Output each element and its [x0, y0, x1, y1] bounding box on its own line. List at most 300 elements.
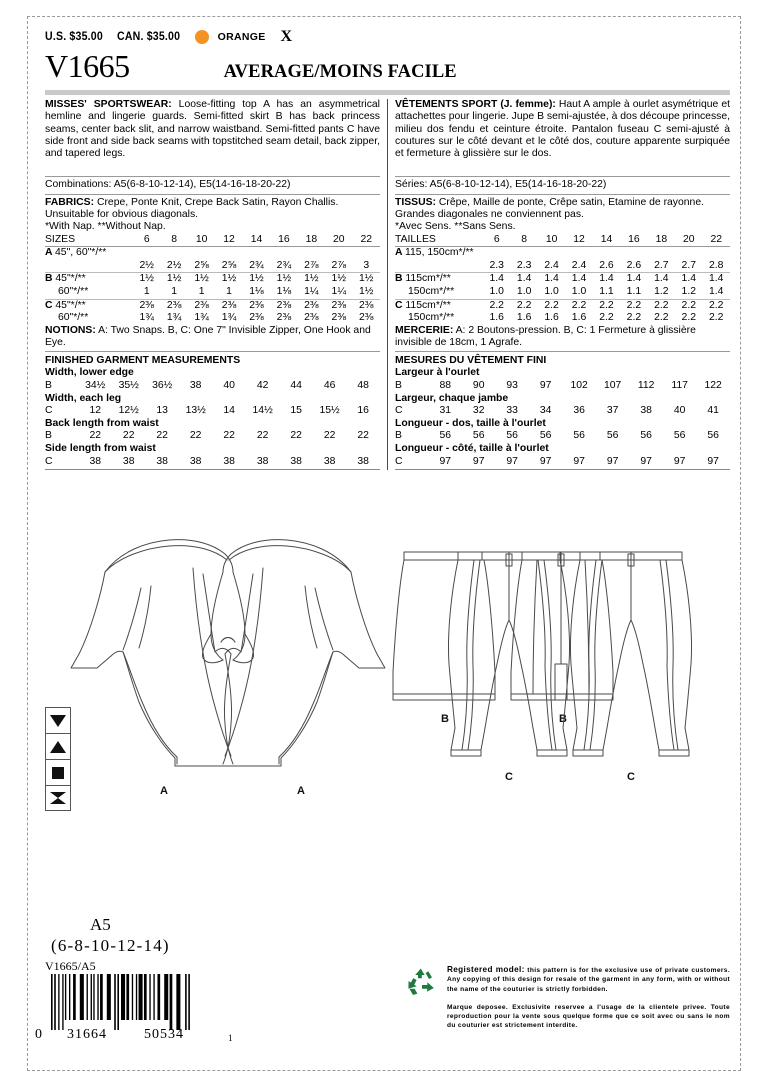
yardage-cell: 2.6	[620, 260, 647, 273]
yardage-cell	[270, 247, 297, 260]
fgm-cell: 46	[323, 380, 336, 392]
yardage-row	[45, 299, 380, 312]
fgm-group-header-row	[45, 367, 380, 380]
yardage-cell: 2⅜	[276, 299, 292, 311]
fgm-cell: 22	[290, 430, 302, 442]
yardage-cell	[675, 247, 702, 260]
yardage-cell: 2.8	[703, 260, 731, 273]
fgm-cell: 37	[606, 405, 619, 417]
illustration-pants-c-back	[570, 552, 691, 783]
fgm-group-header-row	[45, 443, 380, 456]
yardage-cell	[325, 247, 352, 260]
yardage-header-row	[395, 234, 730, 247]
french-combinations: Séries: A5(6-8-10-12-14), E5(14-16-18-20-22)	[395, 179, 607, 191]
size-column-header: 22	[703, 234, 731, 247]
fgm-row-view: B	[45, 380, 52, 392]
yardage-row-label: 150cm*/**	[408, 312, 455, 324]
barcode-group-2: 50534	[144, 1027, 184, 1042]
fgm-cell: 97	[673, 455, 686, 467]
yardage-cell: 1¾	[221, 312, 237, 324]
color-name: ORANGE	[217, 31, 266, 43]
fgm-cell: 14½	[252, 405, 273, 417]
french-fabrics-label: TISSUS:	[395, 196, 436, 208]
fgm-group-header-row	[45, 393, 380, 406]
french-fabrics	[395, 197, 730, 222]
fgm-cell: 22	[323, 430, 336, 442]
yardage-cell	[188, 247, 215, 260]
fgm-cell: 112	[637, 380, 655, 392]
yardage-cell: 1.0	[510, 286, 537, 299]
yardage-cell	[160, 247, 187, 260]
english-combinations: Combinations: A5(6-8-10-12-14), E5(14-16-18-20-22)	[45, 179, 291, 191]
yardage-cell: 1.4	[709, 273, 724, 285]
difficulty-label: AVERAGE/MOINS FACILE	[223, 62, 457, 82]
yardage-cell: 2.2	[709, 299, 724, 311]
fgm-row	[395, 430, 730, 443]
yardage-cell: 2⅜	[139, 299, 154, 311]
yardage-row	[395, 286, 730, 299]
french-yardage-table	[395, 234, 730, 325]
fgm-row	[395, 380, 730, 393]
fgm-cell: 97	[640, 455, 652, 467]
fgm-cell: 40	[673, 405, 686, 417]
yardage-cell: 1.0	[538, 286, 565, 299]
yardage-cell: 2.2	[654, 312, 669, 324]
yardage-cell: 2½	[160, 260, 187, 273]
header-divider-bar	[45, 90, 730, 95]
yardage-row	[45, 247, 380, 260]
yardage-row-label: C 115cm*/**	[395, 299, 451, 311]
yardage-cell: 2.6	[593, 260, 620, 273]
english-fabrics	[45, 197, 380, 222]
fgm-row-view: C	[45, 455, 53, 467]
yardage-cell	[483, 247, 510, 260]
bilingual-columns	[45, 99, 730, 470]
fgm-cell: 22	[89, 430, 101, 442]
fgm-row-view: C	[395, 405, 403, 417]
yardage-cell: 2⅞	[298, 260, 325, 273]
fgm-cell: 107	[603, 380, 622, 392]
english-notions-text: A: Two Snaps. B, C: One 7" Invisible Zipper, One Hook and Eye.	[45, 324, 371, 349]
copyright-text-group	[447, 965, 730, 1031]
illustration-top-a-front	[71, 540, 254, 797]
yardage-cell: 2⅜	[331, 299, 346, 311]
yardage-cell: 1¾	[194, 312, 209, 324]
page-title: V1665	[45, 48, 130, 84]
yardage-row-label: 150cm*/**	[395, 286, 483, 299]
fgm-cell: 22	[357, 430, 369, 442]
yardage-cell: 1.0	[483, 286, 510, 299]
fgm-group-label: Width, lower edge	[45, 367, 134, 379]
size-column-header: 22	[353, 234, 381, 247]
fgm-row	[395, 405, 730, 418]
fgm-group-label: Largeur à l'ourlet	[395, 367, 480, 379]
illustration-pants-c-front	[448, 552, 569, 783]
illustration-label-a2: A	[297, 785, 305, 797]
yardage-cell: 2.4	[565, 260, 592, 273]
french-yardage-body	[395, 234, 730, 325]
title-row	[45, 50, 730, 84]
yardage-row-label: 60"*/**	[58, 312, 89, 324]
fgm-cell: 56	[506, 430, 518, 442]
french-notions-text: A: 2 Boutons-pression. B, C: 1 Fermeture à glissière invisible de 18cm, 1 Agrafe.	[395, 324, 696, 349]
fgm-group-header-row	[395, 443, 730, 456]
fgm-cell: 97	[707, 455, 719, 467]
yardage-cell: 2.2	[681, 299, 696, 311]
size-column-header: 18	[648, 234, 675, 247]
yardage-cell: 2⅞	[325, 260, 352, 273]
fgm-cell: 15½	[319, 405, 340, 417]
yardage-cell: 2.2	[489, 299, 504, 311]
fgm-row-view: C	[395, 455, 403, 467]
yardage-cell: 2⅝	[215, 260, 242, 273]
yardage-row	[45, 260, 380, 273]
yardage-cell: 1.4	[703, 286, 731, 299]
rule	[45, 176, 380, 177]
yardage-cell: 2.4	[538, 260, 565, 273]
yardage-row	[395, 273, 730, 286]
fgm-row-view: B	[395, 380, 402, 392]
size-column-header: 8	[160, 234, 187, 247]
copyright-english-lead: Registered model:	[447, 965, 525, 974]
yardage-cell: 1.4	[489, 273, 504, 285]
french-description-label: VÊTEMENTS SPORT (J. femme):	[395, 99, 556, 110]
english-notions	[45, 325, 380, 350]
yardage-cell: 2½	[133, 260, 160, 273]
fgm-group-header-row	[395, 367, 730, 380]
yardage-cell	[620, 247, 647, 260]
yardage-cell	[538, 247, 565, 260]
fgm-cell: 12½	[118, 405, 139, 417]
fgm-row-view: B	[395, 430, 402, 442]
fgm-cell: 97	[472, 455, 485, 467]
yardage-row-label: A 115, 150cm*/**	[395, 247, 474, 259]
yardage-cell: 1.4	[681, 273, 696, 285]
yardage-row-label	[395, 260, 483, 273]
yardage-cell: 1½	[353, 286, 381, 299]
yardage-cell: 2⅜	[249, 312, 264, 324]
yardage-cell: 2.2	[626, 312, 642, 324]
french-description	[395, 99, 730, 160]
fgm-cell: 56	[472, 430, 485, 442]
english-description	[45, 99, 380, 160]
yardage-row-label: A 45", 60"*/**	[45, 247, 107, 259]
yardage-cell: 2.2	[599, 312, 614, 324]
fgm-cell: 93	[506, 380, 518, 392]
fgm-cell: 122	[704, 380, 722, 392]
fgm-cell: 44	[290, 380, 302, 392]
yardage-cell: 2¾	[270, 260, 297, 273]
yardage-cell	[703, 247, 731, 260]
yardage-cell: 2.3	[483, 260, 510, 273]
fgm-cell: 56	[707, 430, 719, 442]
column-divider	[387, 99, 388, 470]
english-fabrics-label: FABRICS:	[45, 196, 95, 208]
barcode	[35, 974, 235, 1043]
yardage-cell	[648, 247, 675, 260]
fgm-cell: 97	[606, 455, 619, 467]
fgm-cell: 16	[357, 405, 369, 417]
fgm-cell: 88	[439, 380, 451, 392]
french-column	[395, 99, 730, 470]
fgm-cell: 56	[640, 430, 652, 442]
size-column-header: 10	[188, 234, 215, 247]
fgm-cell: 42	[256, 380, 269, 392]
french-fabrics-text: Crêpe, Maille de ponte, Crêpe satin, Etamine de rayonne. Grandes diagonales ne conviennent pas.	[395, 196, 705, 221]
barcode-bars	[45, 974, 235, 1030]
yardage-row-label: C 45"*/**	[45, 299, 86, 311]
fgm-cell: 56	[673, 430, 686, 442]
fgm-group-label: Longueur - dos, taille à l'ourlet	[395, 417, 546, 429]
fgm-cell: 38	[256, 455, 269, 467]
fgm-cell: 22	[256, 430, 269, 442]
fgm-cell: 38	[323, 455, 336, 467]
price-row	[45, 29, 730, 45]
yardage-cell	[510, 247, 537, 260]
yardage-cell: 1¾	[166, 312, 182, 324]
fgm-cell: 22	[156, 430, 168, 442]
yardage-cell: 2.2	[516, 299, 532, 311]
yardage-cell	[353, 247, 381, 260]
english-yardage-table	[45, 234, 380, 325]
fgm-row	[395, 456, 730, 469]
fgm-cell: 38	[89, 455, 101, 467]
fgm-cell: 34½	[85, 380, 106, 392]
fgm-row	[45, 405, 380, 418]
rule	[45, 469, 380, 470]
fgm-cell: 56	[439, 430, 451, 442]
yardage-cell: 2.2	[571, 299, 587, 311]
copyright-french: Marque deposee. Exclusivite reservee a l'usage de la clientele privee. Toute reproduction pour la vente sous quelque forme que ce soit avec ou sans le nom du couturier est strictement interdite.	[447, 1003, 730, 1030]
fgm-cell: 38	[122, 455, 135, 467]
yardage-cell: 1¼	[298, 286, 325, 299]
fgm-cell: 22	[223, 430, 235, 442]
yardage-cell: 1.4	[571, 273, 587, 285]
size-column-header: 14	[593, 234, 620, 247]
fgm-cell: 38	[290, 455, 302, 467]
english-fgm-body	[45, 367, 380, 468]
yardage-cell: 1¾	[139, 312, 154, 324]
fgm-group-header-row	[45, 418, 380, 431]
yardage-cell: 1.6	[571, 312, 587, 324]
size-column-header: 16	[620, 234, 647, 247]
yardage-cell: 2.2	[709, 312, 724, 324]
fgm-group-header-row	[395, 393, 730, 406]
yardage-cell	[593, 247, 620, 260]
fgm-cell: 32	[472, 405, 485, 417]
yardage-header-row	[45, 234, 380, 247]
yardage-cell	[215, 247, 242, 260]
fgm-cell: 22	[189, 430, 202, 442]
illustration-label-b1: B	[441, 713, 449, 725]
sizes-header: TAILLES	[395, 234, 483, 247]
yardage-cell: 2¾	[243, 260, 270, 273]
yardage-row	[45, 312, 380, 325]
barcode-left-digit: 0	[35, 1027, 42, 1042]
fgm-group-label: Back length from waist	[45, 417, 159, 429]
illustration-label-c2: C	[627, 771, 635, 783]
yardage-cell: 2⅜	[359, 299, 374, 311]
yardage-cell: 1	[133, 286, 160, 299]
copyright-english	[447, 965, 730, 994]
yardage-cell	[565, 247, 592, 260]
fgm-group-label: Largeur, chaque jambe	[395, 392, 509, 404]
french-description-text: Haut A ample à ourlet asymétrique et attachettes pour lingerie. Jupe B semi-ajustée, à dos découpe princesse, milieu dos fendu et ceinture étroite. Pantalon fuseau C semi-ajusté à coutures sur le côté devant et le côté dos, couture apparente surpiquée et fermeture à glissière sur le dos.	[395, 99, 731, 160]
yardage-cell: 1.4	[544, 273, 559, 285]
yardage-cell: 2.3	[510, 260, 537, 273]
yardage-cell: 2.2	[599, 299, 614, 311]
yardage-cell: 2.2	[654, 299, 669, 311]
barcode-right-digit: 1	[228, 1033, 233, 1043]
yardage-cell: 1½	[359, 273, 374, 285]
copyright-block	[405, 965, 730, 1031]
yardage-cell: 1⅛	[243, 286, 270, 299]
fgm-cell: 38	[189, 380, 202, 392]
fgm-row	[45, 456, 380, 469]
french-notions-label: MERCERIE:	[395, 324, 454, 336]
english-description-text: Loose-fitting top A has an asymmetrical hemline and lingerie guards. Semi-fitted skirt B has back princess seams, center back slit, and narrow waistband. Semi-fitted pants C have side front and side back seams with topstitched seam detail, back zipper, and tapered legs.	[45, 99, 380, 160]
yardage-cell: 1¼	[325, 286, 352, 299]
yardage-cell: 1	[215, 286, 242, 299]
rule	[395, 176, 730, 177]
english-description-label: MISSES' SPORTSWEAR:	[45, 99, 172, 110]
yardage-cell: 2.2	[681, 312, 696, 324]
english-notions-label: NOTIONS:	[45, 324, 96, 336]
yardage-cell: 2⅜	[304, 312, 319, 324]
yardage-cell: 2⅜	[304, 299, 319, 311]
rule	[395, 469, 730, 470]
fgm-cell: 90	[472, 380, 485, 392]
yardage-cell: 1	[188, 286, 215, 299]
pattern-envelope-back	[35, 27, 731, 1062]
fgm-cell: 117	[671, 380, 688, 392]
fgm-cell: 38	[189, 455, 202, 467]
fgm-group-label: Side length from waist	[45, 442, 156, 454]
fgm-row-view: C	[45, 405, 53, 417]
yardage-cell: 1.1	[593, 286, 620, 299]
fgm-cell: 15	[290, 405, 302, 417]
size-column-header: 8	[510, 234, 537, 247]
yardage-cell	[133, 247, 160, 260]
size-column-header: 16	[270, 234, 297, 247]
fgm-cell: 40	[223, 380, 235, 392]
yardage-row-label	[45, 260, 133, 273]
fgm-cell: 102	[570, 380, 588, 392]
fgm-cell: 12	[89, 405, 101, 417]
english-fgm-table	[45, 367, 380, 468]
yardage-row	[395, 260, 730, 273]
yardage-cell: 1.4	[516, 273, 532, 285]
yardage-cell: 2.7	[675, 260, 702, 273]
fgm-cell: 13½	[185, 405, 206, 417]
yardage-cell: 1⅛	[270, 286, 297, 299]
fgm-cell: 36	[573, 405, 585, 417]
yardage-cell: 1½	[221, 273, 237, 285]
yardage-cell: 2⅜	[276, 312, 292, 324]
yardage-row	[395, 299, 730, 312]
fgm-cell: 56	[573, 430, 585, 442]
french-fgm-table	[395, 367, 730, 468]
yardage-cell: 1½	[304, 273, 319, 285]
fgm-cell: 97	[539, 455, 552, 467]
yardage-cell: 1.4	[599, 273, 614, 285]
fgm-cell: 36½	[152, 380, 173, 392]
fgm-cell: 48	[357, 380, 369, 392]
fgm-cell: 56	[539, 430, 552, 442]
fgm-group-label: Width, each leg	[45, 392, 122, 404]
english-yardage-body	[45, 234, 380, 325]
size-column-header: 6	[483, 234, 510, 247]
english-column	[45, 99, 380, 470]
fgm-row	[45, 430, 380, 443]
yardage-cell: 2⅜	[166, 299, 182, 311]
yardage-cell: 1.6	[516, 312, 532, 324]
yardage-cell: 1.4	[626, 273, 642, 285]
fgm-cell: 97	[439, 455, 451, 467]
yardage-row	[45, 273, 380, 286]
fgm-cell: 97	[506, 455, 518, 467]
yardage-cell: 2.2	[626, 299, 642, 311]
yardage-cell: 1.2	[675, 286, 702, 299]
fgm-group-header-row	[395, 418, 730, 431]
fgm-cell: 56	[606, 430, 619, 442]
yardage-row-label: 60"*/**	[45, 286, 133, 299]
price-us: U.S. $35.00	[45, 31, 103, 43]
recycle-icon	[405, 965, 437, 1031]
illustration-label-c1: C	[505, 771, 513, 783]
yardage-cell: 1.0	[565, 286, 592, 299]
yardage-row	[395, 312, 730, 325]
fgm-cell: 35½	[118, 380, 139, 392]
combination-code: A5	[90, 915, 111, 934]
fgm-cell: 38	[156, 455, 168, 467]
english-fabrics-text: Crepe, Ponte Knit, Crepe Back Satin, Rayon Challis. Unsuitable for obvious diagonals.	[45, 196, 339, 221]
copyright-english-text: this pattern is for the exclusive use of private customers. Any copying of this design for resale of the garment in any form, with or without the name of the couturier is strictly forbidden.	[447, 967, 730, 993]
fgm-cell: 38	[640, 405, 652, 417]
size-column-header: 10	[538, 234, 565, 247]
yardage-cell	[243, 247, 270, 260]
fgm-cell: 97	[539, 380, 552, 392]
fgm-group-label: Longueur - côté, taille à l'ourlet	[395, 442, 549, 454]
fgm-cell: 38	[357, 455, 369, 467]
color-swatch-icon	[195, 30, 209, 44]
size-column-header: 12	[215, 234, 242, 247]
english-nap-note: *With Nap. **Without Nap.	[45, 221, 166, 233]
size-column-header: 20	[325, 234, 352, 247]
french-notions	[395, 325, 730, 350]
yardage-cell	[298, 247, 325, 260]
yardage-cell: 1½	[139, 273, 154, 285]
illustration-label-b2: B	[559, 713, 567, 725]
yardage-cell: 1.2	[648, 286, 675, 299]
illustration-skirt-b-front	[393, 552, 495, 725]
fgm-cell: 22	[122, 430, 135, 442]
size-group-letter: X	[280, 28, 293, 45]
fgm-row	[45, 380, 380, 393]
yardage-row-label: B 115cm*/**	[395, 273, 451, 285]
size-column-header: 20	[675, 234, 702, 247]
size-column-header: 18	[298, 234, 325, 247]
fgm-cell: 13	[156, 405, 168, 417]
size-column-header: 14	[243, 234, 270, 247]
garment-line-drawings	[45, 524, 730, 894]
fgm-cell: 31	[439, 405, 451, 417]
yardage-cell: 3	[353, 260, 381, 273]
yardage-row	[45, 286, 380, 299]
fgm-cell: 34	[539, 405, 552, 417]
fgm-cell: 38	[223, 455, 235, 467]
yardage-cell: 2⅜	[359, 312, 374, 324]
